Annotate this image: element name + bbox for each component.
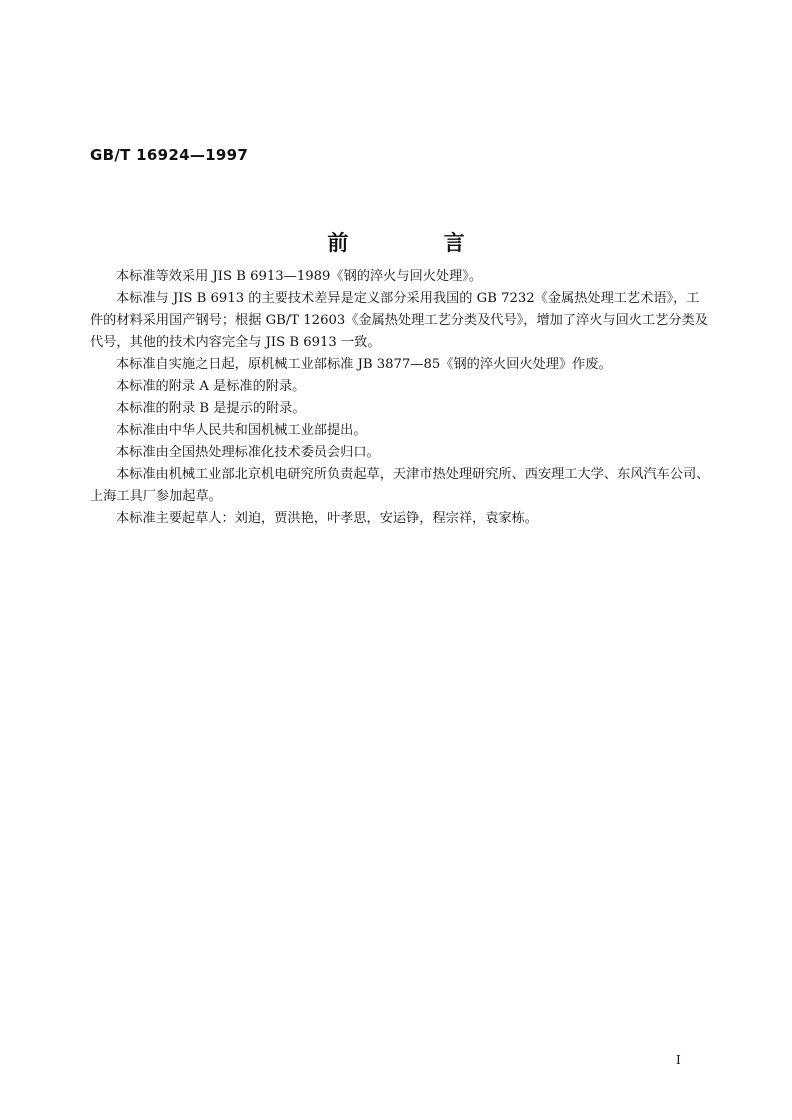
paragraph: 本标准主要起草人：刘迫，贾洪艳，叶孝思，安运铮，程宗祥，袁家栋。	[116, 511, 538, 526]
paragraph: 本标准由全国热处理标准化技术委员会归口。	[116, 445, 380, 460]
document-code: GB/T 16924—1997	[90, 146, 249, 164]
foreword-body	[90, 266, 710, 530]
page-number: I	[676, 1053, 681, 1067]
paragraph: 本标准与 JIS B 6913 的主要技术差异是定义部分采用我国的 GB 7232《金属热处理工艺术语》，工件的材料采用国产钢号；根据 GB/T 12603《金属热处理工艺分类及代号》，增加了淬火与回火工艺分类及代号，其他的技术内容完全与 JIS B 6913 一致。	[90, 291, 708, 350]
page-title: 前 言	[327, 231, 509, 255]
paragraph: 本标准由机械工业部北京机电研究所负责起草，天津市热处理研究所、西安理工大学、东风汽车公司、上海工具厂参加起草。	[90, 467, 710, 504]
paragraph: 本标准自实施之日起，原机械工业部标准 JB 3877—85《钢的淬火回火处理》作废。	[116, 357, 612, 372]
paragraph: 本标准的附录 B 是提示的附录。	[116, 401, 306, 416]
paragraph: 本标准的附录 A 是标准的附录。	[116, 379, 306, 394]
paragraph: 本标准由中华人民共和国机械工业部提出。	[116, 423, 367, 438]
paragraph: 本标准等效采用 JIS B 6913—1989《钢的淬火与回火处理》。	[116, 269, 483, 284]
